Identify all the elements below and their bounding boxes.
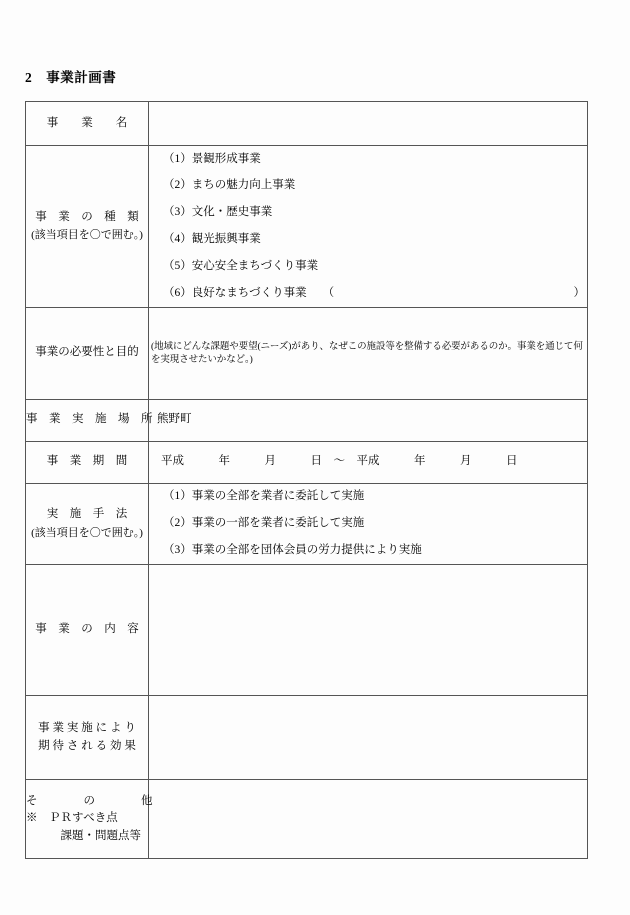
label-text: 事 業 実 施 場 所 bbox=[26, 413, 153, 426]
table-row-expected-effect bbox=[26, 696, 588, 780]
option-label: （6）良好なまちづくり事業 bbox=[163, 286, 307, 299]
row-label-other bbox=[26, 780, 153, 859]
field-project-name[interactable] bbox=[149, 102, 588, 146]
field-value: 熊野町 bbox=[157, 413, 192, 426]
field-necessity-purpose[interactable] bbox=[149, 307, 588, 399]
business-plan-form-table bbox=[25, 101, 588, 859]
table-row-project-name bbox=[26, 102, 588, 146]
label-text: 事 業 の 種 類 bbox=[35, 210, 139, 223]
field-hint-text: (地域にどんな課題や要望(ニーズ)があり、なぜこの施設等を整備する必要があるのか。事業を通じて何を実現させたいかなど。) bbox=[151, 341, 583, 366]
field-project-location[interactable] bbox=[149, 399, 588, 441]
row-label-project-location bbox=[26, 399, 153, 441]
option-item[interactable]: （1）事業の全部を業者に委託して実施 bbox=[163, 490, 365, 503]
table-row-project-period bbox=[26, 441, 588, 483]
option-item[interactable]: （2）まちの魅力向上事業 bbox=[163, 179, 296, 192]
paren-open: （ bbox=[322, 286, 335, 299]
option-item-with-blank[interactable] bbox=[149, 280, 587, 307]
table-row-project-location bbox=[26, 399, 588, 441]
table-row-project-content bbox=[26, 565, 588, 696]
table-row-project-type bbox=[26, 146, 588, 308]
field-value bbox=[149, 731, 157, 743]
field-project-content[interactable] bbox=[149, 565, 588, 696]
table-row-implementation-method bbox=[26, 483, 588, 564]
table-row-necessity-purpose bbox=[26, 307, 588, 399]
label-text: 事 業 名 bbox=[46, 116, 128, 129]
row-label-necessity-purpose bbox=[26, 307, 149, 399]
option-item[interactable]: （2）事業の一部を業者に委託して実施 bbox=[163, 517, 365, 530]
row-label-expected-effect bbox=[26, 696, 149, 780]
label-text-line2: 期 待 さ れ る 効 果 bbox=[38, 739, 136, 752]
table-row-other bbox=[26, 780, 588, 859]
field-value bbox=[149, 623, 157, 635]
field-expected-effect[interactable] bbox=[149, 696, 588, 780]
field-other[interactable] bbox=[149, 780, 588, 859]
field-value bbox=[149, 117, 157, 129]
label-text: 実 施 手 法 bbox=[46, 508, 128, 521]
label-subtext: (該当項目を〇で囲む。) bbox=[31, 229, 143, 242]
field-value: 平成 年 月 日 ～ 平成 年 月 日 bbox=[161, 455, 518, 468]
option-item[interactable]: （3）事業の全部を団体会員の労力提供により実施 bbox=[163, 544, 422, 556]
label-text-line2: ※ ＰＲすべき点 bbox=[26, 812, 118, 825]
option-item[interactable]: （3）文化・歴史事業 bbox=[163, 206, 273, 219]
label-text: 事 業 期 間 bbox=[46, 455, 128, 468]
option-item[interactable]: （5）安心安全まちづくり事業 bbox=[163, 259, 319, 272]
row-label-implementation-method bbox=[26, 483, 149, 564]
row-label-project-type bbox=[26, 146, 149, 308]
field-project-period[interactable] bbox=[149, 441, 588, 483]
label-text-line1: 事 業 実 施 に よ り bbox=[38, 722, 136, 734]
label-subtext: (該当項目を〇で囲む。) bbox=[31, 526, 143, 539]
row-label-project-period bbox=[26, 441, 149, 483]
label-text: 事 業 の 内 容 bbox=[35, 623, 139, 636]
paren-close: ） bbox=[573, 286, 585, 299]
option-item[interactable]: （1）景観形成事業 bbox=[163, 152, 261, 165]
row-label-project-name bbox=[26, 102, 149, 146]
label-text: 事業の必要性と目的 bbox=[35, 346, 139, 359]
field-value bbox=[149, 812, 157, 824]
label-text-line1: そ の 他 bbox=[26, 794, 153, 807]
label-text-line3: 課題・問題点等 bbox=[26, 830, 141, 843]
row-label-project-content bbox=[26, 565, 149, 696]
page-title: 2 事業計画書 bbox=[25, 70, 117, 85]
implementation-method-option-list bbox=[149, 484, 587, 564]
field-implementation-method-options bbox=[149, 483, 588, 564]
option-item[interactable]: （4）観光振興事業 bbox=[163, 232, 261, 245]
project-type-option-list bbox=[149, 146, 587, 307]
field-project-type-options bbox=[149, 146, 588, 308]
